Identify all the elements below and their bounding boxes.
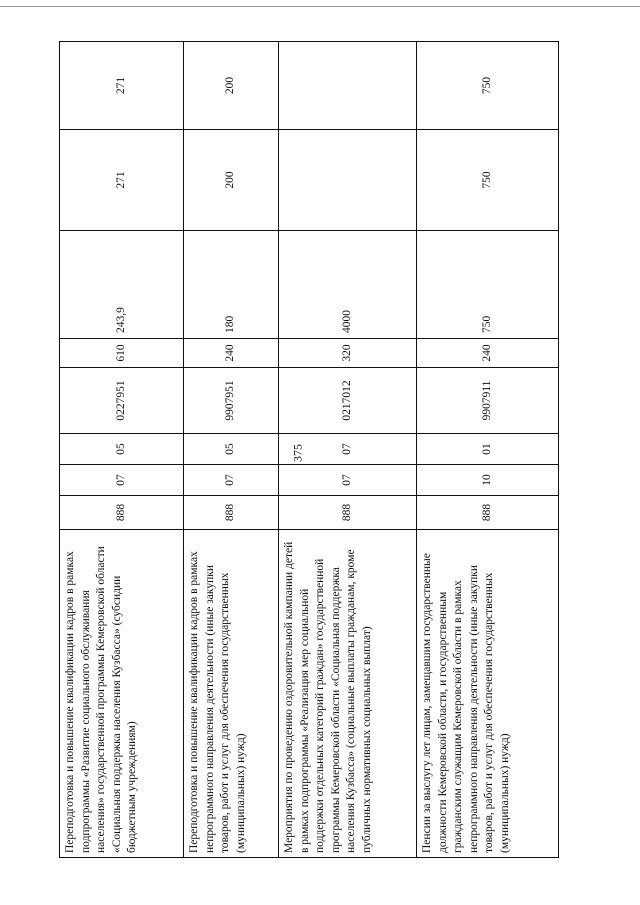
podrazdel-code: 05 [60,434,184,465]
page-number: 375 [290,444,305,462]
sum-year-3: 200 [184,42,279,130]
row-description: Переподготовка и повышение квалификации кадров в рамках непрограммного направления деятельности (иные закупки товаров, работ и услуг для обеспечения государственных (муниципальных) нужд) [184,530,279,858]
sum-year-2: 200 [184,130,279,231]
sum-year-2 [279,130,417,231]
budget-table-container [59,42,640,853]
table-row [417,42,559,858]
csr-code: 9907911 [417,368,559,434]
table-row [279,42,417,858]
razdel-code: 07 [279,465,417,496]
sum-year-1: 180 [184,231,279,339]
podrazdel-code: 01 [417,434,559,465]
sum-year-2: 750 [417,130,559,231]
budget-table [59,41,559,858]
sum-year-1: 750 [417,231,559,339]
sum-year-3: 750 [417,42,559,130]
row-description: Переподготовка и повышение квалификации кадров в рамках подпрограммы «Развитие социального обслуживания населения» государственной программы Кемеровской области «Социальная поддержка населения Кузбасса» (субсидии бюджетным учреждениям) [60,530,184,858]
sum-year-3 [279,42,417,130]
sum-year-1: 243,9 [60,231,184,339]
csr-code: 0217012 [279,368,417,434]
podrazdel-code: 05 [184,434,279,465]
scan-top-line [0,6,640,7]
row-description: Пенсии за выслугу лет лицам, замещавшим государственные должности Кемеровской области, и государственным гражданским служащим Кемеровской области в рамках непрограммного направления деятельности (иные закупки товаров, работ и услуг для обеспечения государственных (муниципальных) нужд) [417,530,559,858]
budget-table-rotated [59,42,558,858]
table-row [60,42,184,858]
vr-code: 240 [184,339,279,368]
ved-code: 888 [279,496,417,530]
ved-code: 888 [60,496,184,530]
razdel-code: 10 [417,465,559,496]
razdel-code: 07 [184,465,279,496]
sum-year-3: 271 [60,42,184,130]
csr-code: 0227951 [60,368,184,434]
vr-code: 240 [417,339,559,368]
csr-code: 9907951 [184,368,279,434]
podrazdel-code: 07 [279,434,417,465]
razdel-code: 07 [60,465,184,496]
table-row [184,42,279,858]
row-description: Мероприятия по проведению оздоровительной кампании детей в рамках подпрограммы «Реализация мер социальной поддержки отдельных категорий граждан» государственной программы Кемеровской области «Социальная поддержка населения Кузбасса» (социальные выплаты гражданам, кроме публичных нормативных социальных выплат) [279,530,417,858]
ved-code: 888 [417,496,559,530]
ved-code: 888 [184,496,279,530]
vr-code: 610 [60,339,184,368]
vr-code: 320 [279,339,417,368]
sum-year-2: 271 [60,130,184,231]
sum-year-1: 4000 [279,231,417,339]
